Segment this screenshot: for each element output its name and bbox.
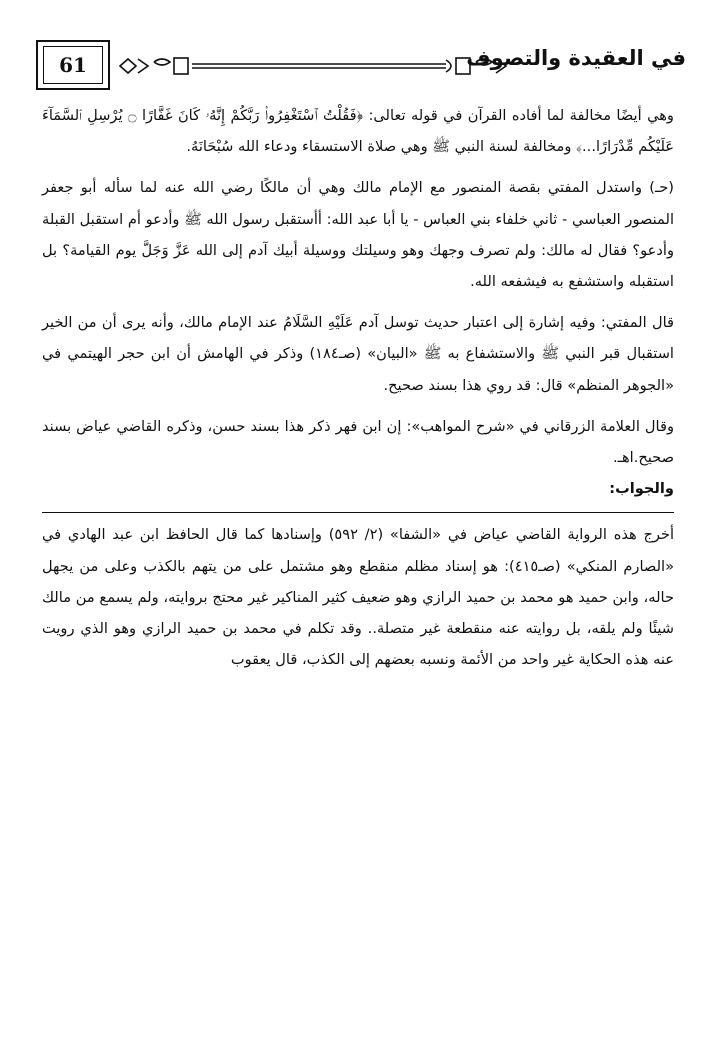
paragraph-2: (حـ) واستدل المفتي بقصة المنصور مع الإمام مالك وهي أن مالكًا رضي الله عنه لما سأله أبو جعفر المنصور العباسي - ثاني خلفاء بني العباس - يا أبا عبد الله: أأستقبل رسول الله ﷺ وأدعو أم استقبل القبلة وأدعو؟ فقال له مالك: ولم تصرف وجهك وهو وسيلتك ووسيلة أبيك آدم إلى الله عَزَّ وَجَلَّ يوم القيامة؟ بل استقبله واستشفع به فيشفعه الله. <box>42 179 674 291</box>
paragraph-4: وقال العلامة الزرقاني في «شرح المواهب»: إن ابن فهر ذكر هذا بسند حسن، وذكره القاضي عياض بسند صحيح.اهـ. <box>42 417 674 467</box>
page-number-box <box>36 40 110 90</box>
answer-heading: والجواب: <box>609 480 674 498</box>
paragraph-3: قال المفتي: وفيه إشارة إلى اعتبار حديث توسل آدم عَلَيْهِ السَّلَامُ عند الإمام مالك، وأنه يرى أن من الخير استقبال قبر النبي ﷺ والاستشفاع به ﷺ «البيان» (صـ١٨٤) وذكر في الهامش أن ابن حجر الهيتمي في «الجوهر المنظم» قال: قد روي هذا بسند صحيح. <box>42 314 674 394</box>
book-title: في العقيدة والتصوف <box>466 46 686 70</box>
page-number: 61 <box>43 46 103 84</box>
header-ornament-icon <box>116 54 516 78</box>
paragraph-1: وهي أيضًا مخالفة لما أفاده القرآن في قوله تعالى: ﴿فَقُلْتُ ٱسْتَغْفِرُوا۟ رَبَّكُمْ إِنَّهُۥ كَانَ غَفَّارًا ۝ يُرْسِلِ ٱلسَّمَآءَ عَلَيْكُم مِّدْرَارًا...﴾ ومخالفة لسنة النبي ﷺ وهي صلاة الاستسقاء ودعاء الله سُبْحَانَهُ. <box>42 107 674 156</box>
paragraph-5: أخرج هذه الرواية القاضي عياض في «الشفا» (٢/ ٥٩٢) وإسنادها كما قال الحافظ ابن عبد الهادي في «الصارم المنكي» (صـ٤١٥): هو إسناد مظلم منقطع وهو مشتمل على من يتهم بالكذب وعلى من يجهل حاله، وابن حميد هو محمد بن حميد الرازي وهو ضعيف كثير المناكير غير محتج بروايته، ولم يسمع من مالك شيئًا ولم يلقه، بل روايته عنه منقطعة غير متصلة.. وقد تكلم في محمد بن حميد الرازي وهو الذي رويت عنه هذه الحكاية غير واحد من الأئمة ونسبه بعضهم إلى الكذب، قال يعقوب <box>42 526 674 669</box>
page-header <box>36 40 686 92</box>
body-text <box>42 100 674 675</box>
section-divider <box>42 512 674 513</box>
